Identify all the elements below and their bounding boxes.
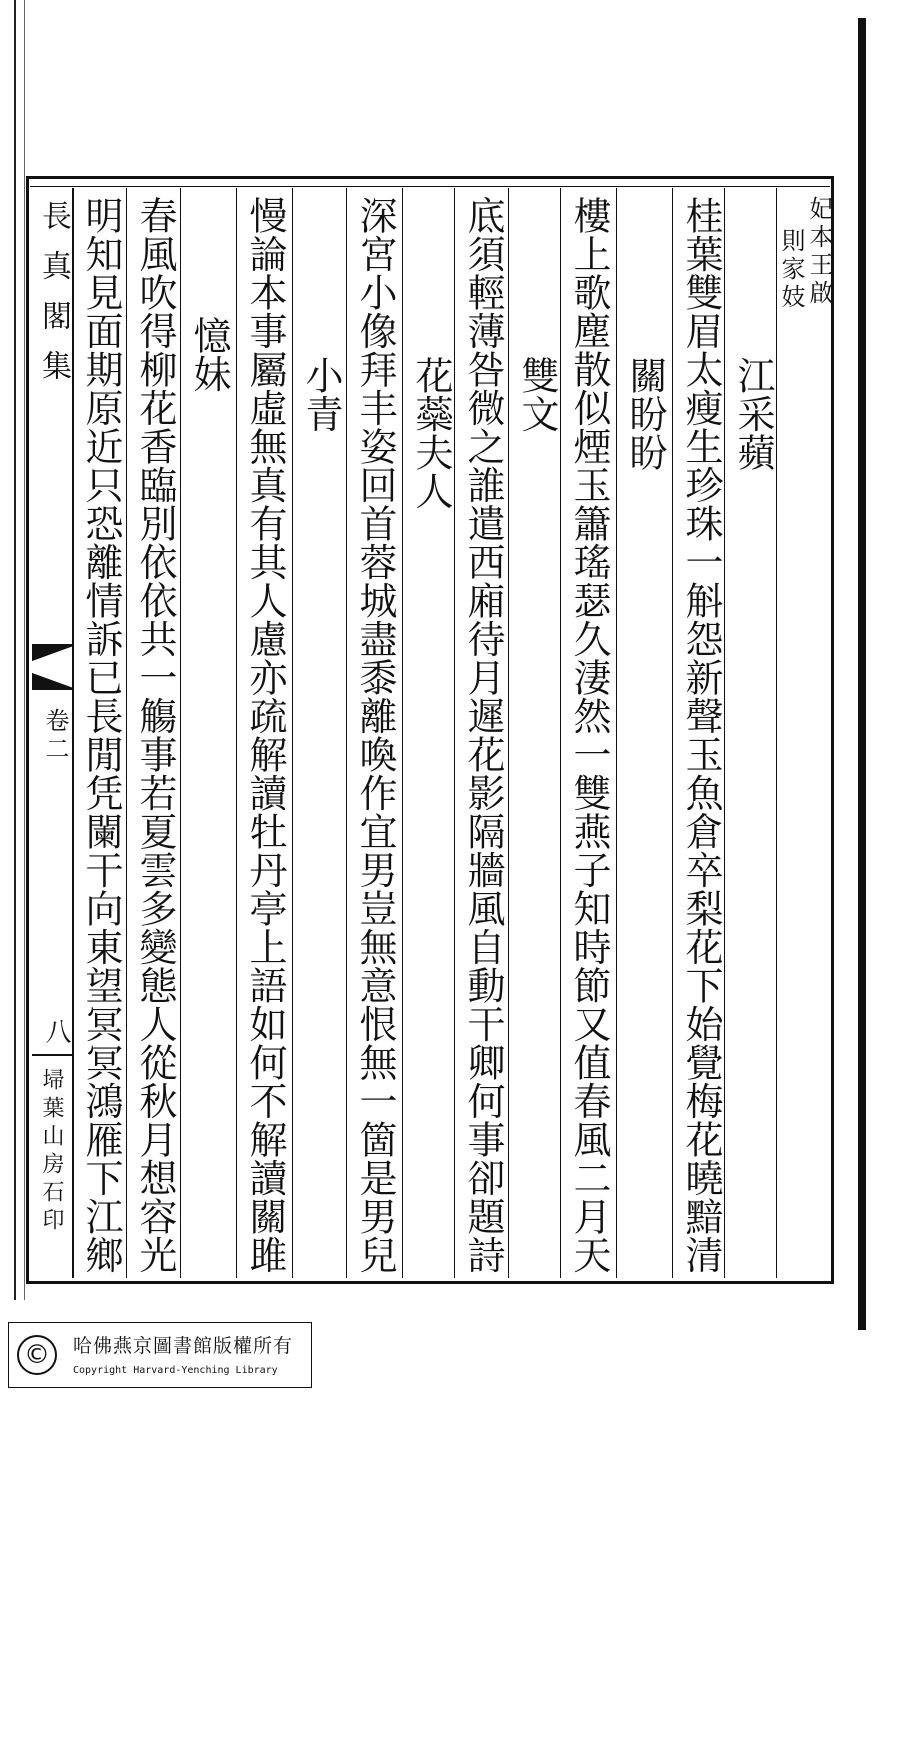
poem-title: 關盼盼: [623, 356, 667, 472]
copyright-english: Copyright Harvard-Yenching Library: [73, 1365, 278, 1376]
note-column-right: 妃本王啟: [805, 196, 833, 308]
poem-title: 江采蘋: [731, 356, 775, 472]
poem-line: 慢論本事屬虛無真有其人慮亦疏解讀牡丹亭上語如何不解讀關雎: [243, 196, 287, 1274]
column-rule: [346, 188, 347, 1278]
poem-title: 小青: [299, 356, 343, 433]
column-rule: [508, 188, 509, 1278]
poem-title: 雙文: [515, 356, 559, 433]
column-rule: [672, 188, 673, 1278]
poem-line: 春風吹得柳花香臨別依依共一觴事若夏雲多變態人從秋月想容光: [133, 196, 177, 1274]
volume-label: 卷二: [41, 708, 69, 764]
page-number: 八: [41, 1018, 71, 1044]
column-rule: [126, 188, 127, 1278]
column-rule: [616, 188, 617, 1278]
poem-line: 底須輕薄咎微之誰遣西廂待月遲花影隔牆風自動干卿何事卻題詩: [461, 196, 505, 1274]
copyright-stamp: [8, 1322, 312, 1388]
poem-title: 憶妹: [187, 316, 231, 393]
poem-line: 深宮小像拜丰姿回首蓉城盡黍離喚作宜男豈無意恨無一箇是男兒: [353, 196, 397, 1274]
note-column-left: 則家妓: [777, 228, 805, 312]
poem-line: 明知見面期原近只恐離情訴已長閒凭闌干向東望冥冥鴻雁下江鄉: [79, 196, 123, 1274]
column-rule: [180, 188, 181, 1278]
book-title: 長真閣集: [36, 200, 71, 400]
copyright-icon: ©: [17, 1335, 57, 1375]
poem-line: 桂葉雙眉太瘦生珍珠一斛怨新聲玉魚倉卒梨花下始覺梅花曉黯清: [679, 196, 723, 1274]
column-rule: [402, 188, 403, 1278]
column-rule: [292, 188, 293, 1278]
poem-title: 花蘂夫人: [409, 356, 453, 510]
poem-line: 樓上歌塵散似煙玉簫瑤瑟久淒然一雙燕子知時節又值春風二月天: [567, 196, 611, 1274]
copyright-chinese: 哈佛燕京圖書館版權所有: [73, 1335, 294, 1357]
column-rule: [236, 188, 237, 1278]
publisher-label: 埽葉山房石印: [39, 1068, 64, 1236]
